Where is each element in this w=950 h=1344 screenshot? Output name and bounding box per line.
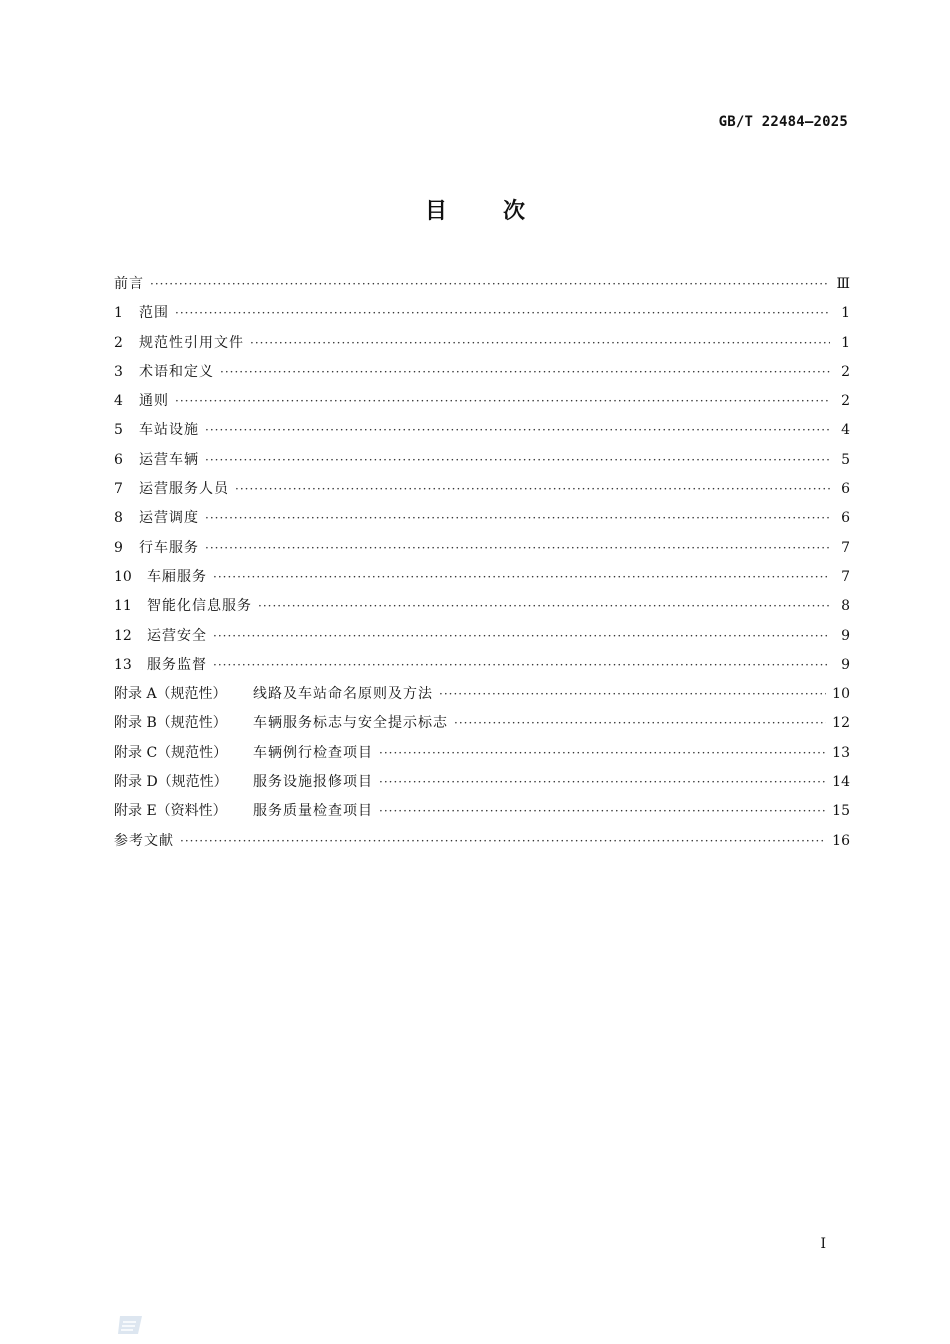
toc-entry-number: 9: [114, 539, 123, 556]
toc-entry-number: 12: [114, 627, 132, 644]
toc-entry-label: 运营安全: [147, 627, 207, 644]
toc-entry-number: 10: [114, 568, 132, 585]
toc-entry[interactable]: [114, 622, 850, 651]
toc-entry-page: 6: [841, 510, 850, 527]
toc-dot-leader: [213, 622, 830, 651]
toc-entry-label: 运营车辆: [139, 451, 199, 468]
toc-entry-label: 规范性引用文件: [139, 334, 244, 351]
toc-dot-leader: [213, 563, 830, 592]
toc-entry[interactable]: [114, 592, 850, 621]
toc-entry-number: 8: [114, 510, 123, 527]
toc-dot-leader: [205, 504, 830, 533]
toc-entry-page: 16: [832, 832, 850, 849]
toc-entry-number: 5: [114, 422, 123, 439]
toc-entry[interactable]: [114, 358, 850, 387]
toc-entry-page: 9: [841, 627, 850, 644]
toc-entry[interactable]: [114, 827, 850, 856]
toc-entry[interactable]: [114, 504, 850, 533]
toc-entry-number: 7: [114, 481, 123, 498]
toc-entry[interactable]: [114, 651, 850, 680]
toc-dot-leader: [205, 446, 830, 475]
toc-dot-leader: [175, 299, 830, 328]
toc-entry[interactable]: [114, 709, 850, 738]
toc-entry-label: 参考文献: [114, 832, 174, 849]
toc-dot-leader: [213, 651, 830, 680]
toc-dot-leader: [180, 827, 826, 856]
toc-entry-label: 线路及车站命名原则及方法: [253, 686, 433, 703]
toc-entry-page: 1: [841, 334, 850, 351]
toc-entry-number: 13: [114, 656, 132, 673]
toc-dot-leader: [454, 709, 826, 738]
toc-entry-label: 范围: [139, 305, 169, 322]
toc-entry-number: 附录 B（规范性）: [114, 715, 227, 732]
toc-entry-label: 行车服务: [139, 539, 199, 556]
toc-entry[interactable]: [114, 534, 850, 563]
toc-entry-label: 服务监督: [147, 656, 207, 673]
toc-entry-label: 前言: [114, 276, 144, 292]
toc-entry-number: 1: [114, 305, 123, 322]
toc-entry-page: 10: [832, 686, 850, 703]
toc-entry-page: 6: [841, 481, 850, 498]
toc-entry[interactable]: [114, 270, 850, 299]
toc-entry-label: 通则: [139, 393, 169, 410]
toc-entry-label: 服务设施报修项目: [253, 774, 373, 791]
toc-entry[interactable]: [114, 416, 850, 445]
toc-entry-page: 2: [841, 393, 850, 410]
toc-entry-number: 11: [114, 598, 132, 615]
toc-dot-leader: [439, 680, 826, 709]
toc-entry[interactable]: [114, 768, 850, 797]
toc-entry-page: 4: [841, 422, 850, 439]
toc-entry-label: 智能化信息服务: [147, 598, 252, 615]
page-number: I: [820, 1236, 826, 1252]
toc-entry-label: 车站设施: [139, 422, 199, 439]
toc-entry-page: 13: [832, 744, 850, 761]
toc-entry[interactable]: [114, 475, 850, 504]
publisher-logo-icon: [116, 1314, 144, 1336]
toc-entry[interactable]: [114, 329, 850, 358]
toc-entry-number: 3: [114, 363, 123, 380]
toc-entry-page: 7: [841, 539, 850, 556]
toc-dot-leader: [150, 270, 830, 299]
toc-dot-leader: [235, 475, 830, 504]
toc-entry-label: 运营调度: [139, 510, 199, 527]
toc-entry-number: 附录 E（资料性）: [114, 803, 227, 820]
toc-entry-page: 9: [841, 656, 850, 673]
toc-dot-leader: [175, 387, 830, 416]
toc-entry[interactable]: [114, 680, 850, 709]
standard-code: GB/T 22484—2025: [718, 114, 848, 130]
toc-entry-page: Ⅲ: [836, 276, 850, 292]
toc-entry-label: 服务质量检查项目: [253, 803, 373, 820]
toc-entry[interactable]: [114, 563, 850, 592]
toc-entry-number: 附录 C（规范性）: [114, 744, 228, 761]
toc-entry-page: 2: [841, 363, 850, 380]
toc-dot-leader: [379, 768, 826, 797]
toc-entry-label: 运营服务人员: [139, 481, 229, 498]
toc-entry-label: 车辆例行检查项目: [253, 744, 373, 761]
toc-dot-leader: [258, 592, 830, 621]
toc-dot-leader: [220, 358, 830, 387]
toc-entry-label: 车辆服务标志与安全提示标志: [253, 715, 448, 732]
toc-dot-leader: [250, 329, 830, 358]
toc-entry-label: 术语和定义: [139, 363, 214, 380]
toc-entry[interactable]: [114, 797, 850, 826]
toc-entry-number: 4: [114, 393, 123, 410]
toc-entry-page: 12: [832, 715, 850, 732]
toc-entry[interactable]: [114, 299, 850, 328]
toc-dot-leader: [205, 416, 830, 445]
toc-entry[interactable]: [114, 739, 850, 768]
toc-title: 目次: [424, 199, 581, 224]
toc-entry-number: 附录 A（规范性）: [114, 686, 227, 703]
toc-entry-number: 附录 D（规范性）: [114, 774, 228, 791]
toc-entry-label: 车厢服务: [147, 568, 207, 585]
table-of-contents: [114, 270, 850, 856]
toc-dot-leader: [379, 739, 826, 768]
toc-entry-page: 5: [841, 451, 850, 468]
toc-entry-page: 8: [841, 598, 850, 615]
toc-dot-leader: [205, 534, 830, 563]
toc-entry[interactable]: [114, 387, 850, 416]
toc-entry[interactable]: [114, 446, 850, 475]
toc-entry-number: 2: [114, 334, 123, 351]
toc-dot-leader: [379, 797, 826, 826]
toc-entry-number: 6: [114, 451, 123, 468]
toc-entry-page: 14: [832, 774, 850, 791]
toc-entry-page: 7: [841, 568, 850, 585]
toc-entry-page: 15: [832, 803, 850, 820]
toc-entry-page: 1: [841, 305, 850, 322]
